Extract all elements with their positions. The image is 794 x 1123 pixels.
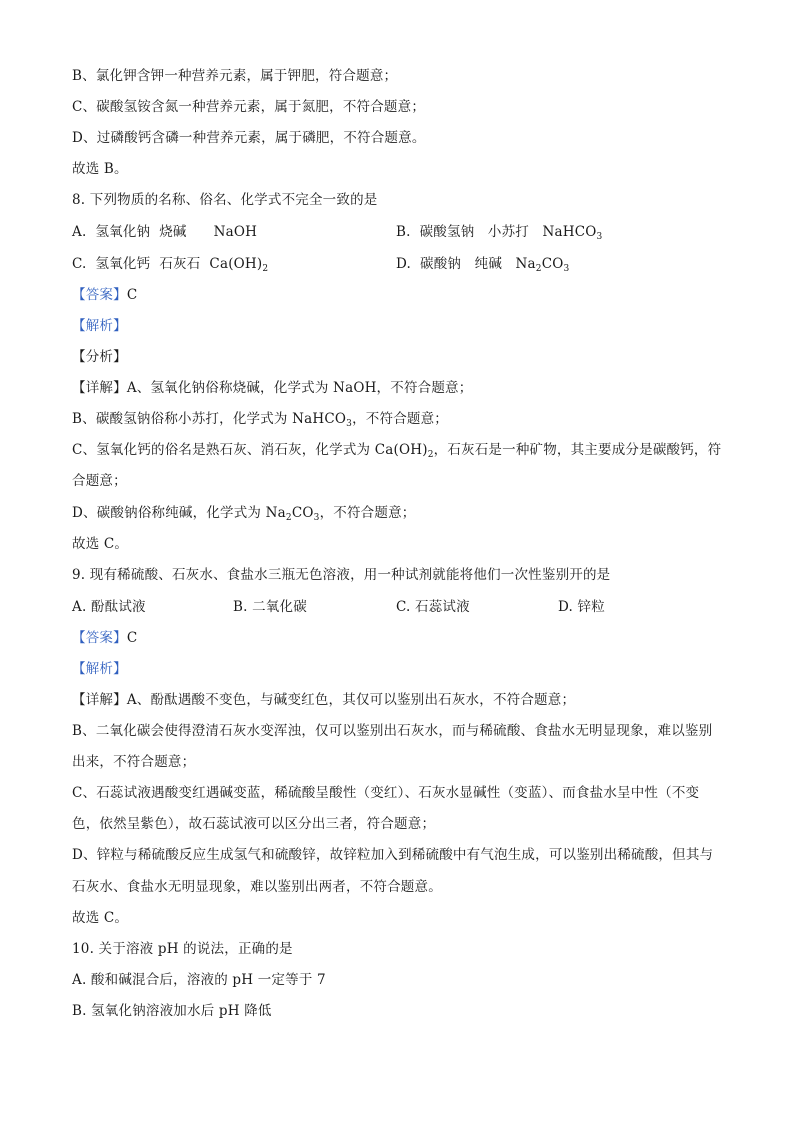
q8-option-d-common: 纯碱 <box>474 256 503 272</box>
q8-detail-a-text: A、氢氧化钠俗称烧碱，化学式为 NaOH，不符合题意； <box>126 380 473 396</box>
q8-detail-c-tail: ，石灰石是一种矿物，其主要成分是碳酸钙，符 <box>433 442 722 458</box>
q8-detail-c-text: C、氢氧化钙的俗名是熟石灰、消石灰，化学式为 Ca(OH) <box>72 442 428 458</box>
q9-detail-tag: 【详解】 <box>72 692 127 708</box>
prev-choose: 故选 B。 <box>72 161 128 177</box>
q8-option-d-label: D. <box>396 256 412 272</box>
q10-stem: 10. 关于溶液 pH 的说法，正确的是 <box>72 941 293 957</box>
q8-detail-tag: 【详解】 <box>72 380 127 396</box>
q8-fenxi-tag: 【分析】 <box>72 349 127 365</box>
q9-detail-d-cont: 石灰水、食盐水无明显现象，难以鉴别出两者，不符合题意。 <box>72 879 442 895</box>
q9-option-a: A. 酚酞试液 <box>72 599 146 615</box>
q8-option-b-formula: NaHCO <box>542 224 597 240</box>
q8-detail-d-mid: CO <box>291 505 314 521</box>
q8-option-b <box>396 222 602 242</box>
q8-answer-value: C <box>126 287 138 303</box>
q9-detail-a <box>72 690 575 710</box>
q8-option-a-formula: NaOH <box>213 224 258 240</box>
q8-option-a <box>72 222 257 242</box>
q8-detail-b-text: B、碳酸氢钠俗称小苏打，化学式为 NaHCO <box>72 411 347 427</box>
q9-analysis-tag: 【解析】 <box>72 661 127 677</box>
q8-option-b-formula-sub: 3 <box>596 232 603 242</box>
q8-option-a-common: 烧碱 <box>159 224 187 240</box>
q8-option-b-name: 碳酸氢钠 <box>419 224 475 240</box>
q8-analysis-tag: 【解析】 <box>72 318 127 334</box>
q8-detail-d <box>72 503 415 523</box>
q8-option-d-formula-sub2: 3 <box>563 264 570 274</box>
q8-option-c <box>72 254 268 274</box>
q8-option-c-formula: Ca(OH) <box>209 256 263 272</box>
q8-detail-b-tail: ，不符合题意； <box>352 411 448 427</box>
q8-option-c-name: 氢氧化钙 <box>95 256 151 272</box>
prev-detail-b: B、氯化钾含钾一种营养元素，属于钾肥，符合题意； <box>72 68 398 84</box>
q8-option-d-formula: Na <box>515 256 536 272</box>
q8-option-a-label: A. <box>72 224 87 240</box>
q9-option-c: C. 石蕊试液 <box>396 599 470 615</box>
q8-option-d-formula-b: CO <box>541 256 564 272</box>
q8-answer <box>72 285 137 305</box>
q8-detail-b-sub: 3 <box>346 419 353 429</box>
q10-option-a: A. 酸和碱混合后，溶液的 pH 一定等于 7 <box>72 972 326 988</box>
q8-option-d-name: 碳酸钠 <box>420 256 462 272</box>
q9-stem: 9. 现有稀硫酸、石灰水、食盐水三瓶无色溶液，用一种试剂就能将他们一次性鉴别开的是 <box>72 567 611 583</box>
q9-detail-c: C、石蕊试液遇酸变红遇碱变蓝，稀硫酸呈酸性（变红）、石灰水显碱性（变蓝）、而食盐水呈中性（不变 <box>72 785 700 801</box>
q8-detail-a <box>72 378 472 398</box>
q9-option-b: B. 二氧化碳 <box>233 599 307 615</box>
prev-detail-d: D、过磷酸钙含磷一种营养元素，属于磷肥，不符合题意。 <box>72 130 426 146</box>
q8-stem: 8. 下列物质的名称、俗名、化学式不完全一致的是 <box>72 192 378 208</box>
q8-detail-c-sub: 2 <box>427 450 434 460</box>
q9-answer-value: C <box>126 630 138 646</box>
q8-detail-d-tail: ，不符合题意； <box>319 505 416 521</box>
q8-option-d-formula-sub1: 2 <box>535 264 542 274</box>
q8-detail-d-sub1: 2 <box>285 513 292 523</box>
q9-detail-c-cont: 色，依然呈紫色），故石蕊试液可以区分出三者，符合题意； <box>72 816 436 832</box>
q9-detail-a-text: A、酚酞遇酸不变色，与碱变红色，其仅可以鉴别出石灰水，不符合题意； <box>126 692 576 708</box>
q9-detail-b-cont: 出来，不符合题意； <box>72 754 196 770</box>
q10-option-b: B. 氢氧化钠溶液加水后 pH 降低 <box>72 1003 272 1019</box>
q9-answer-tag: 【答案】 <box>72 630 127 646</box>
q8-option-a-name: 氢氧化钠 <box>95 224 151 240</box>
q8-detail-c-cont: 合题意； <box>72 473 127 489</box>
q8-option-b-label: B. <box>396 224 411 240</box>
q8-choose: 故选 C。 <box>72 536 129 552</box>
q8-option-d <box>396 254 569 274</box>
q9-answer <box>72 628 137 648</box>
q8-option-c-common: 石灰石 <box>159 256 201 272</box>
q8-option-c-formula-sub: 2 <box>262 264 269 274</box>
q8-option-b-common: 小苏打 <box>487 224 530 240</box>
q9-detail-d: D、锌粒与稀硫酸反应生成氢气和硫酸锌，故锌粒加入到稀硫酸中有气泡生成，可以鉴别出稀硫酸，但其与 <box>72 847 714 863</box>
q8-option-c-label: C. <box>72 256 87 272</box>
q8-detail-d-sub2: 3 <box>313 513 320 523</box>
prev-detail-c: C、碳酸氢铵含氮一种营养元素，属于氮肥，不符合题意； <box>72 99 426 115</box>
q9-choose: 故选 C。 <box>72 910 129 926</box>
q8-answer-tag: 【答案】 <box>72 287 127 303</box>
q8-detail-d-text: D、碳酸钠俗称纯碱，化学式为 Na <box>72 505 286 521</box>
q9-detail-b: B、二氧化碳会使得澄清石灰水变浑浊，仅可以鉴别出石灰水，而与稀硫酸、食盐水无明显现象，难以鉴别 <box>72 723 713 739</box>
q8-detail-c <box>72 440 721 460</box>
q8-detail-b <box>72 409 448 429</box>
q9-option-d: D. 锌粒 <box>558 599 605 615</box>
